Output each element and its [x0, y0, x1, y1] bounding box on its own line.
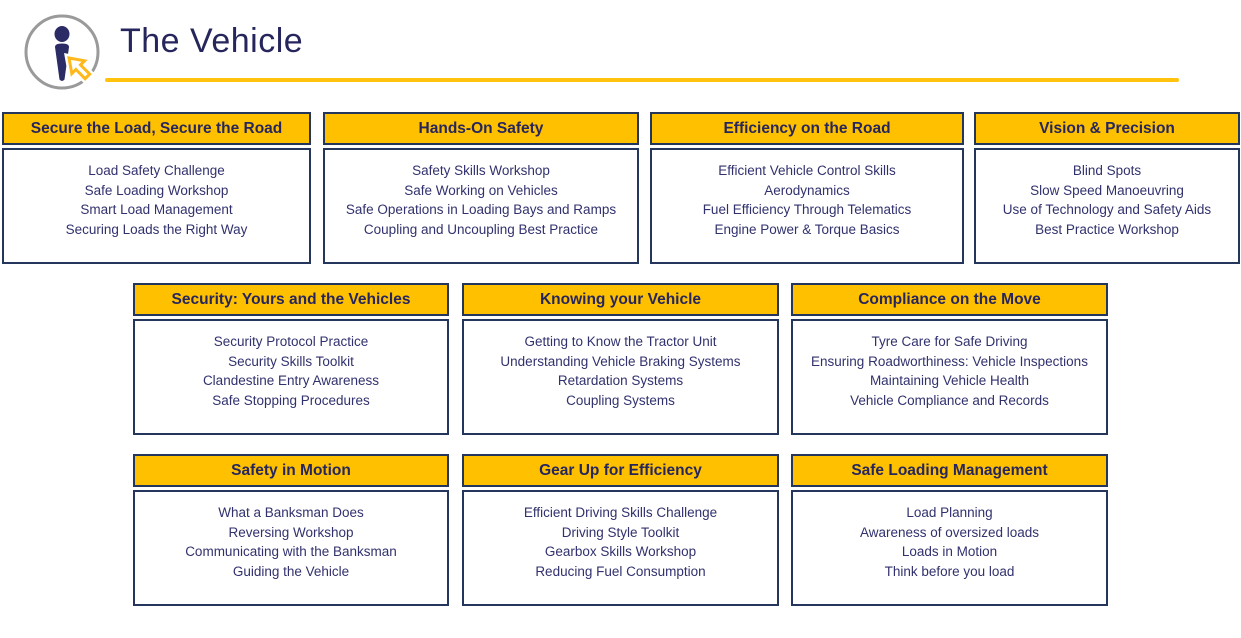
title-underline	[105, 78, 1179, 82]
course-item: Aerodynamics	[764, 182, 850, 198]
category-course-list	[133, 490, 449, 606]
course-item: Retardation Systems	[557, 373, 684, 388]
category-title: Knowing your Vehicle	[462, 283, 779, 316]
category-title: Vision & Precision	[974, 112, 1240, 145]
category-box-safe-loading-management	[791, 454, 1108, 606]
course-item: Loads in Motion	[901, 544, 998, 559]
course-item: Awareness of oversized loads	[859, 524, 1040, 540]
category-title: Safety in Motion	[133, 454, 449, 487]
course-item: Safety Skills Workshop	[412, 163, 550, 178]
category-course-list	[133, 319, 449, 435]
course-item: Clandestine Entry Awareness	[202, 373, 380, 388]
course-item: Blind Spots	[1072, 163, 1142, 178]
course-item: Engine Power & Torque Basics	[714, 221, 900, 237]
category-course-list	[974, 148, 1240, 264]
category-box-secure-the-load	[2, 112, 311, 264]
course-item: Best Practice Workshop	[1035, 221, 1179, 237]
course-item: Driving Style Toolkit	[561, 524, 680, 540]
course-item: Safe Stopping Procedures	[212, 392, 370, 408]
course-item: Coupling Systems	[566, 392, 675, 408]
course-item: What a Banksman Does	[218, 505, 364, 520]
course-item: Security Skills Toolkit	[228, 353, 354, 369]
category-box-security	[133, 283, 449, 435]
category-course-list	[323, 148, 639, 264]
category-title: Gear Up for Efficiency	[462, 454, 779, 487]
course-item: Getting to Know the Tractor Unit	[524, 334, 717, 349]
category-box-vision-precision	[974, 112, 1240, 264]
course-item: Ensuring Roadworthiness: Vehicle Inspections	[811, 353, 1088, 369]
category-course-list	[462, 319, 779, 435]
category-box-efficiency-on-the-road	[650, 112, 964, 264]
category-box-knowing-your-vehicle	[462, 283, 779, 435]
category-title: Hands-On Safety	[323, 112, 639, 145]
category-title: Safe Loading Management	[791, 454, 1108, 487]
course-item: Load Planning	[906, 505, 993, 520]
category-box-safety-in-motion	[133, 454, 449, 606]
category-box-hands-on-safety	[323, 112, 639, 264]
category-title: Secure the Load, Secure the Road	[2, 112, 311, 145]
course-item: Efficient Driving Skills Challenge	[523, 505, 718, 520]
course-item: Safe Working on Vehicles	[404, 182, 558, 198]
category-course-list	[791, 319, 1108, 435]
course-item: Security Protocol Practice	[213, 334, 369, 349]
course-item: Vehicle Compliance and Records	[850, 392, 1049, 408]
info-cursor-logo-icon	[22, 8, 102, 94]
course-item: Communicating with the Banksman	[185, 544, 397, 559]
course-item: Smart Load Management	[80, 202, 233, 217]
course-item: Use of Technology and Safety Aids	[1002, 202, 1212, 217]
course-item: Efficient Vehicle Control Skills	[718, 163, 896, 178]
course-item: Safe Operations in Loading Bays and Ramps	[345, 202, 617, 217]
course-item: Reversing Workshop	[228, 524, 354, 540]
course-item: Reducing Fuel Consumption	[535, 563, 706, 579]
category-box-gear-up-for-efficiency	[462, 454, 779, 606]
course-item: Safe Loading Workshop	[84, 182, 229, 198]
course-item: Gearbox Skills Workshop	[544, 544, 697, 559]
course-item: Coupling and Uncoupling Best Practice	[363, 221, 599, 237]
category-course-list	[791, 490, 1108, 606]
course-item: Load Safety Challenge	[88, 163, 225, 178]
category-course-list	[650, 148, 964, 264]
course-item: Securing Loads the Right Way	[65, 221, 248, 237]
course-item: Tyre Care for Safe Driving	[871, 334, 1028, 349]
category-course-list	[462, 490, 779, 606]
course-item: Guiding the Vehicle	[232, 563, 350, 579]
page-title: The Vehicle	[120, 22, 304, 60]
course-item: Maintaining Vehicle Health	[869, 373, 1030, 388]
course-item: Fuel Efficiency Through Telematics	[702, 202, 912, 217]
category-box-compliance-on-the-move	[791, 283, 1108, 435]
category-title: Security: Yours and the Vehicles	[133, 283, 449, 316]
course-item: Understanding Vehicle Braking Systems	[500, 353, 741, 369]
category-title: Efficiency on the Road	[650, 112, 964, 145]
course-item: Think before you load	[884, 563, 1015, 579]
category-course-list	[2, 148, 311, 264]
course-item: Slow Speed Manoeuvring	[1030, 182, 1184, 198]
category-title: Compliance on the Move	[791, 283, 1108, 316]
